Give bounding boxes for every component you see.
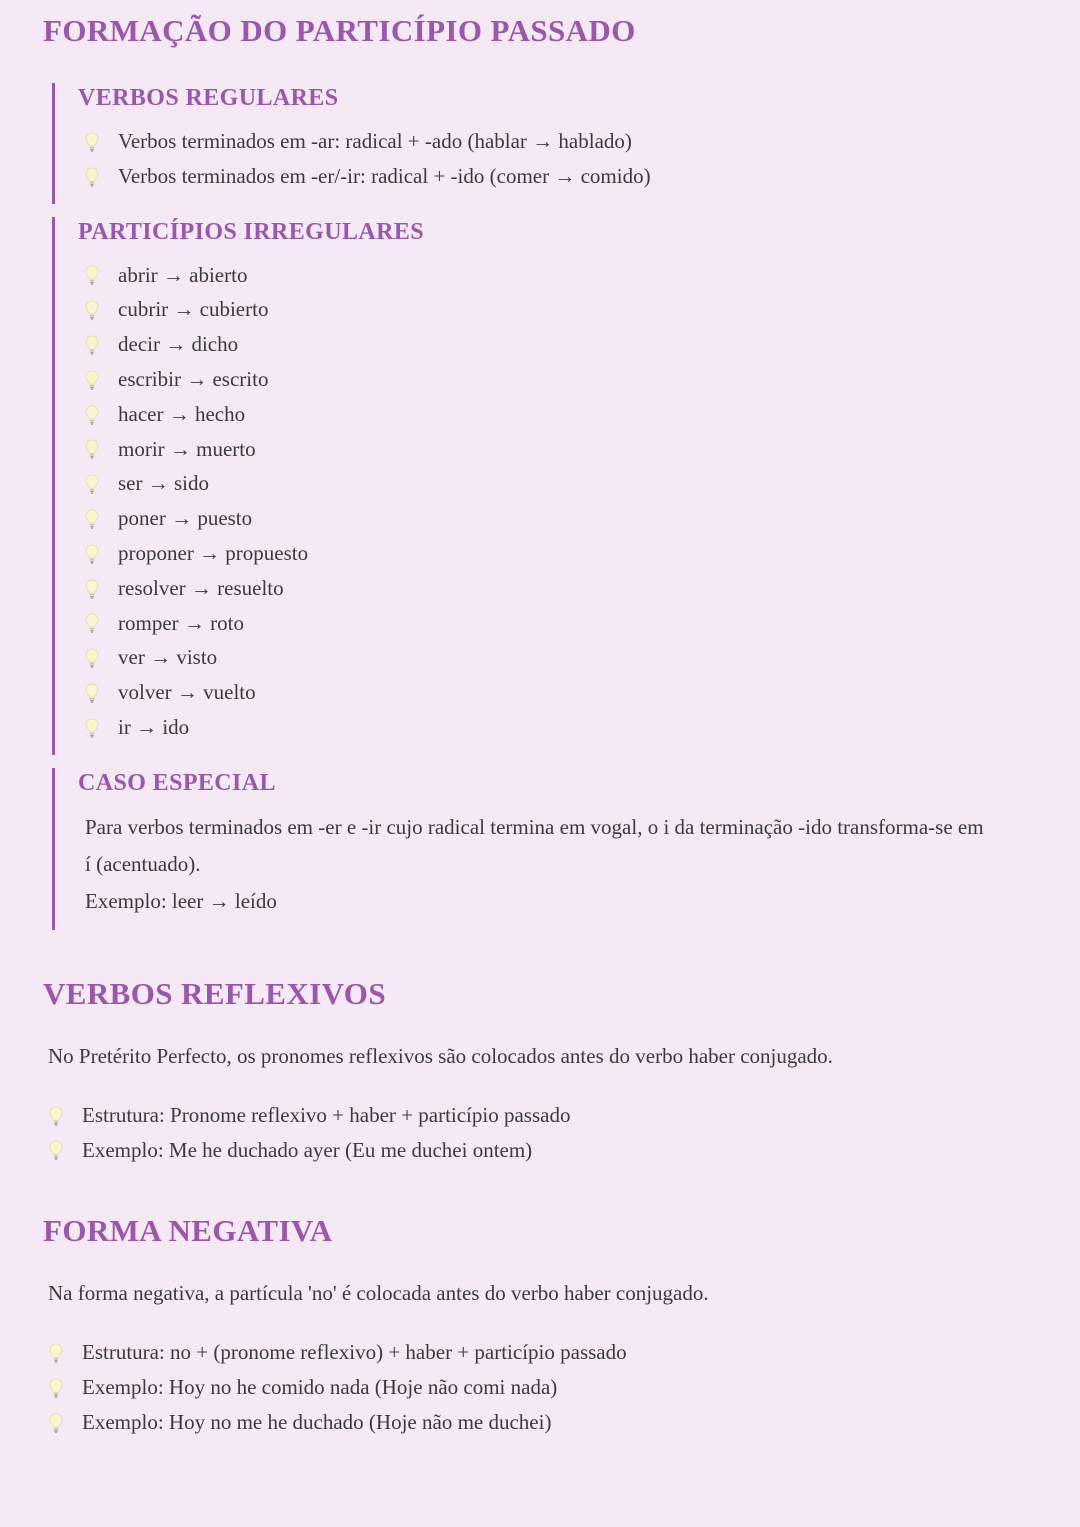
list-item (78, 675, 1037, 710)
lightbulb-icon (84, 718, 100, 739)
paragraph: Para verbos terminados em -er e -ir cujo radical termina em vogal, o i da terminação -ido transforma-se em í (acentuado). (85, 814, 984, 876)
list-item-text: Estrutura: no + (pronome reflexivo) + haber + particípio passado (82, 1340, 627, 1365)
section-caso-especial (52, 768, 1037, 930)
lightbulb-icon (84, 335, 100, 356)
lightbulb-icon (48, 1343, 64, 1364)
list-item-text: ser → sido (118, 471, 209, 496)
lightbulb-icon (48, 1140, 64, 1161)
list-item (48, 1370, 1037, 1405)
list-item-text: Verbos terminados em -er/-ir: radical + -ido (comer → comido) (118, 163, 651, 188)
list-item (78, 397, 1037, 432)
bullet-list (43, 1335, 1037, 1439)
section-heading: PARTICÍPIOS IRREGULARES (78, 218, 424, 245)
list-item (48, 1133, 1037, 1168)
section-participios-irregulares (52, 217, 1037, 755)
list-item (78, 606, 1037, 641)
list-item (78, 536, 1037, 571)
list-item-text: ver → visto (118, 645, 218, 670)
list-item-text: hacer → hecho (118, 401, 246, 426)
example-text: Exemplo: leer → leído (85, 888, 277, 913)
list-item-text: Exemplo: Me he duchado ayer (Eu me duchei ontem) (82, 1137, 533, 1162)
list-item-text: decir → dicho (118, 332, 239, 357)
lightbulb-icon (84, 579, 100, 600)
list-item-text: cubrir → cubierto (118, 297, 269, 322)
list-item-text: volver → vuelto (118, 680, 256, 705)
list-item (78, 466, 1037, 501)
lightbulb-icon (48, 1106, 64, 1127)
list-item-text: poner → puesto (118, 506, 253, 531)
section-heading: VERBOS REFLEXIVOS (43, 975, 386, 1011)
lightbulb-icon (84, 300, 100, 321)
lightbulb-icon (84, 167, 100, 188)
list-item-text: proponer → propuesto (118, 540, 309, 565)
list-item-text: morir → muerto (118, 436, 256, 461)
lightbulb-icon (84, 683, 100, 704)
lightbulb-icon (84, 544, 100, 565)
lightbulb-icon (48, 1413, 64, 1434)
list-item (78, 258, 1037, 293)
lightbulb-icon (84, 439, 100, 460)
page-title: FORMAÇÃO DO PARTICÍPIO PASSADO (43, 13, 636, 48)
lightbulb-icon (84, 370, 100, 391)
section-heading: CASO ESPECIAL (78, 769, 276, 796)
section-heading: FORMA NEGATIVA (43, 1213, 333, 1249)
list-item (78, 501, 1037, 536)
lightbulb-icon (84, 613, 100, 634)
list-item-text: Estrutura: Pronome reflexivo + haber + particípio passado (82, 1102, 571, 1127)
bullet-list (78, 258, 1037, 745)
bullet-list (78, 124, 1037, 194)
list-item-text: resolver → resuelto (118, 575, 284, 600)
list-item-text: Exemplo: Hoy no me he duchado (Hoje não me duchei) (82, 1409, 552, 1434)
section-heading: VERBOS REGULARES (78, 85, 339, 111)
list-item (78, 362, 1037, 397)
list-item (48, 1098, 1037, 1133)
lightbulb-icon (84, 265, 100, 286)
lightbulb-icon (84, 509, 100, 530)
lightbulb-icon (48, 1378, 64, 1399)
section-verbos-regulares (52, 83, 1037, 204)
lightbulb-icon (84, 474, 100, 495)
list-item (48, 1335, 1037, 1370)
paragraph: Na forma negativa, a partícula 'no' é colocada antes do verbo haber conjugado. (48, 1281, 709, 1306)
list-item-text: romper → roto (118, 610, 244, 635)
list-item (48, 1405, 1037, 1440)
list-item (78, 159, 1037, 194)
list-item-text: abrir → abierto (118, 262, 248, 287)
list-item (78, 124, 1037, 159)
list-item-text: escribir → escrito (118, 366, 269, 391)
section-verbos-reflexivos (43, 976, 1037, 1168)
section-forma-negativa (43, 1213, 1037, 1439)
list-item (78, 432, 1037, 467)
list-item (78, 292, 1037, 327)
list-item (78, 571, 1037, 606)
lightbulb-icon (84, 132, 100, 153)
list-item (78, 710, 1037, 745)
lightbulb-icon (84, 405, 100, 426)
list-item-text: Verbos terminados em -ar: radical + -ado (hablar → hablado) (118, 129, 632, 153)
lightbulb-icon (84, 648, 100, 669)
paragraph: No Pretérito Perfecto, os pronomes reflexivos são colocados antes do verbo haber conjugado. (48, 1043, 833, 1068)
list-item-text: ir → ido (118, 714, 190, 739)
list-item-text: Exemplo: Hoy no he comido nada (Hoje não comi nada) (82, 1375, 558, 1400)
list-item (78, 640, 1037, 675)
bullet-list (43, 1098, 1037, 1168)
list-item (78, 327, 1037, 362)
